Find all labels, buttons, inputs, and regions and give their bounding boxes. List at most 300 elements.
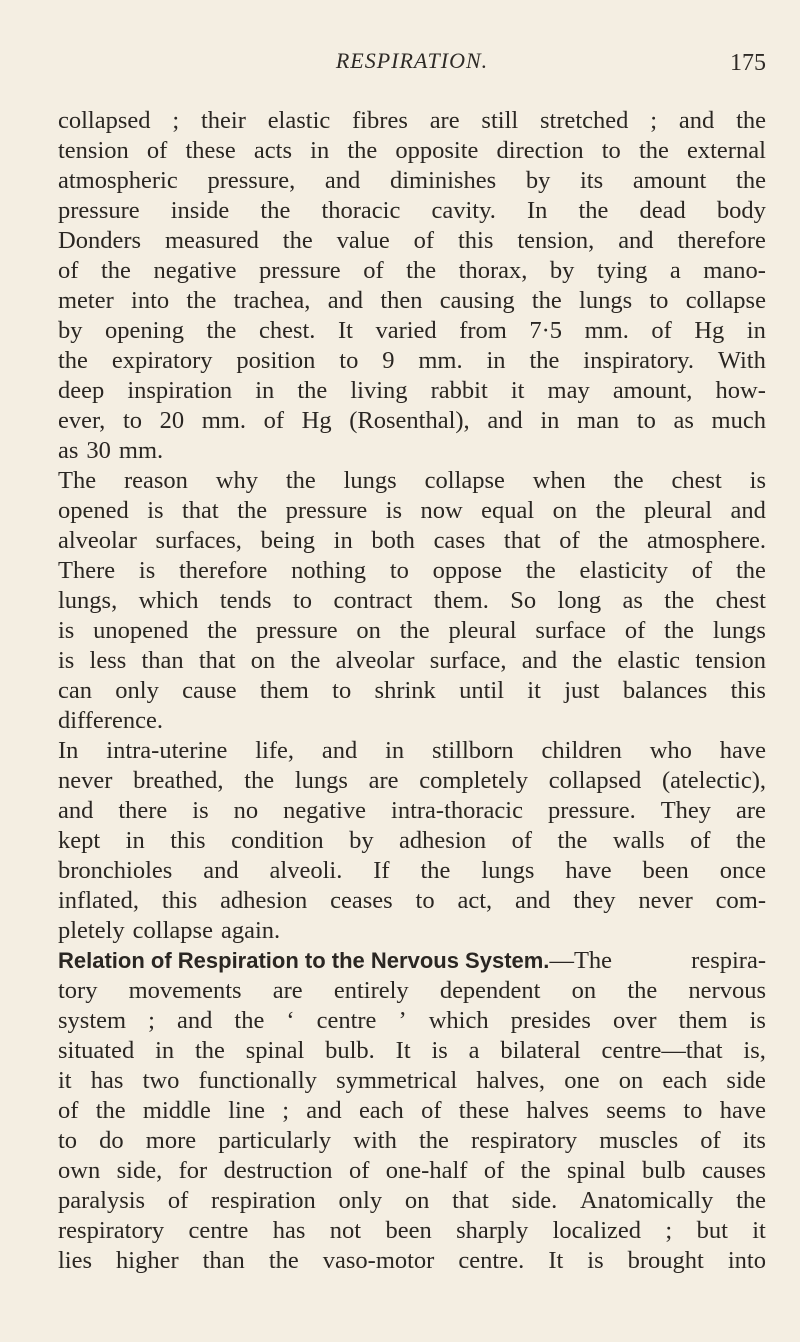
word: the bbox=[234, 1007, 265, 1034]
word: on bbox=[250, 647, 276, 674]
word: centre bbox=[188, 1217, 249, 1244]
word: lungs bbox=[294, 767, 348, 794]
word: ’ bbox=[398, 1007, 407, 1034]
word: pressure bbox=[58, 197, 140, 224]
word: stretched bbox=[540, 107, 629, 134]
word: ; bbox=[665, 1217, 673, 1244]
word: dependent bbox=[439, 977, 541, 1004]
running-head bbox=[58, 48, 766, 88]
word: in bbox=[540, 407, 560, 434]
word: which bbox=[428, 1007, 489, 1034]
word: the bbox=[578, 197, 609, 224]
word: In bbox=[58, 737, 79, 764]
word: breathed, bbox=[133, 767, 224, 794]
word: being bbox=[260, 527, 316, 554]
word: just bbox=[564, 677, 600, 704]
word: halves, bbox=[476, 1067, 546, 1094]
text-line bbox=[58, 796, 766, 826]
word: contract bbox=[333, 587, 413, 614]
word: the bbox=[557, 827, 588, 854]
word: and bbox=[487, 407, 523, 434]
text-line bbox=[58, 1036, 766, 1066]
word: centre. bbox=[458, 1247, 525, 1274]
text-line bbox=[58, 1186, 766, 1216]
word: cause bbox=[182, 677, 237, 704]
word: as bbox=[673, 407, 694, 434]
word: the bbox=[572, 647, 603, 674]
text-line bbox=[58, 826, 766, 856]
word: on bbox=[618, 1067, 644, 1094]
word: intra-uterine bbox=[106, 737, 228, 764]
word: only bbox=[338, 1187, 383, 1214]
word: as bbox=[58, 437, 79, 464]
word: act, bbox=[457, 887, 493, 914]
word: bulb bbox=[641, 1157, 686, 1184]
word: it bbox=[527, 677, 541, 704]
word: ceases bbox=[330, 887, 393, 914]
word: in bbox=[125, 827, 145, 854]
word: to bbox=[122, 407, 142, 434]
page-number: 175 bbox=[730, 50, 766, 76]
word: and bbox=[321, 737, 358, 764]
word: this bbox=[730, 677, 766, 704]
word: inspiration bbox=[127, 377, 233, 404]
word: pleural bbox=[448, 617, 517, 644]
word: The bbox=[58, 467, 97, 494]
word: the bbox=[194, 1037, 225, 1064]
word: the bbox=[406, 257, 437, 284]
word: intra-thoracic bbox=[391, 797, 523, 824]
word: tory bbox=[58, 977, 98, 1004]
word: the bbox=[297, 377, 328, 404]
word: is bbox=[58, 617, 75, 644]
word: side bbox=[726, 1067, 766, 1094]
word: of bbox=[413, 227, 435, 254]
text-line bbox=[58, 646, 766, 676]
word: atmosphere. bbox=[646, 527, 766, 554]
word: on bbox=[356, 617, 381, 644]
text-line bbox=[58, 166, 766, 196]
word: the bbox=[627, 977, 658, 1004]
word: can bbox=[58, 677, 92, 704]
text-line bbox=[58, 1156, 766, 1186]
word: than bbox=[141, 647, 184, 674]
word: Anatomically bbox=[579, 1187, 714, 1214]
word: symmetrical bbox=[336, 1067, 458, 1094]
word: stillborn bbox=[432, 737, 514, 764]
word: of bbox=[651, 317, 672, 344]
word: It bbox=[548, 1247, 564, 1274]
word: the bbox=[260, 197, 291, 224]
word: the bbox=[399, 617, 430, 644]
word: the bbox=[735, 827, 766, 854]
word: the bbox=[735, 557, 766, 584]
word: on bbox=[552, 497, 578, 524]
word: negative bbox=[153, 257, 237, 284]
word: of bbox=[511, 827, 533, 854]
word: So bbox=[510, 587, 537, 614]
word: Hg bbox=[694, 317, 725, 344]
word: but bbox=[696, 1217, 728, 1244]
word: with bbox=[353, 1127, 397, 1154]
word: have bbox=[719, 1097, 766, 1124]
word: the bbox=[736, 107, 766, 134]
word: the bbox=[638, 137, 669, 164]
word: lungs, bbox=[58, 587, 118, 614]
word: are bbox=[368, 767, 399, 794]
word: external bbox=[687, 137, 766, 164]
word: never bbox=[58, 767, 113, 794]
word: long bbox=[557, 587, 602, 614]
word: the bbox=[595, 497, 626, 524]
word: atmospheric bbox=[58, 167, 178, 194]
word: when bbox=[532, 467, 586, 494]
word: tying bbox=[596, 257, 648, 284]
word: sharply bbox=[456, 1217, 529, 1244]
word: functionally bbox=[198, 1067, 317, 1094]
word: to bbox=[415, 887, 435, 914]
word: Relation of Respiration to the Nervous System.—The bbox=[58, 947, 613, 974]
word: adhesion bbox=[220, 887, 308, 914]
word: who bbox=[649, 737, 692, 764]
word: difference. bbox=[58, 707, 163, 734]
word: it bbox=[752, 1217, 766, 1244]
word: 20 bbox=[159, 407, 185, 434]
word: the bbox=[664, 587, 695, 614]
word: is bbox=[749, 467, 766, 494]
word: again. bbox=[220, 917, 281, 944]
word: tension bbox=[695, 647, 766, 674]
text-line bbox=[58, 556, 766, 586]
word: opened bbox=[58, 497, 129, 524]
text-line bbox=[58, 706, 766, 736]
word: alveolar bbox=[58, 527, 137, 554]
word: oppose bbox=[432, 557, 503, 584]
word: their bbox=[200, 107, 246, 134]
text-line bbox=[58, 496, 766, 526]
word: is bbox=[385, 497, 403, 524]
word: of bbox=[58, 1097, 79, 1124]
word: one bbox=[564, 1067, 600, 1094]
word: mm. bbox=[584, 317, 629, 344]
word: which bbox=[138, 587, 199, 614]
word: in bbox=[155, 1037, 175, 1064]
word: the bbox=[282, 227, 313, 254]
word: diminishes bbox=[389, 167, 497, 194]
word: alveolar bbox=[335, 647, 415, 674]
word: of bbox=[691, 557, 713, 584]
word: this bbox=[458, 227, 494, 254]
word: elasticity bbox=[579, 557, 668, 584]
text-line bbox=[58, 1096, 766, 1126]
word: shrink bbox=[374, 677, 436, 704]
word: system bbox=[58, 1007, 127, 1034]
word: and bbox=[306, 1097, 342, 1124]
word: more bbox=[145, 1127, 197, 1154]
word: completely bbox=[419, 767, 529, 794]
word: never bbox=[638, 887, 693, 914]
word: bilateral bbox=[500, 1037, 581, 1064]
text-line bbox=[58, 1066, 766, 1096]
word: the bbox=[525, 557, 556, 584]
word: collapsed bbox=[58, 107, 151, 134]
word: of bbox=[624, 617, 646, 644]
word: each bbox=[662, 1067, 708, 1094]
word: of bbox=[559, 527, 580, 554]
word: acts bbox=[253, 137, 293, 164]
word: and bbox=[515, 887, 551, 914]
text-line bbox=[58, 736, 766, 766]
word: mm. bbox=[118, 437, 164, 464]
word: the bbox=[290, 647, 321, 674]
text-line bbox=[58, 1216, 766, 1246]
word: do bbox=[99, 1127, 124, 1154]
word: the bbox=[268, 1247, 299, 1274]
word: spinal bbox=[245, 1037, 305, 1064]
word: and bbox=[324, 167, 361, 194]
word: on bbox=[571, 977, 597, 1004]
word: the bbox=[598, 527, 629, 554]
word: chest bbox=[671, 467, 722, 494]
word: still bbox=[481, 107, 519, 134]
word: negative bbox=[283, 797, 367, 824]
word: side. bbox=[511, 1187, 558, 1214]
word: to bbox=[601, 137, 621, 164]
word: both bbox=[371, 527, 415, 554]
word: has bbox=[272, 1217, 306, 1244]
word: pressure. bbox=[547, 797, 636, 824]
word: over bbox=[612, 1007, 657, 1034]
word: to bbox=[683, 1097, 703, 1124]
text-line bbox=[58, 376, 766, 406]
word: ; bbox=[650, 107, 658, 134]
word: therefore bbox=[677, 227, 766, 254]
word: nervous bbox=[688, 977, 766, 1004]
word: causes bbox=[701, 1157, 766, 1184]
word: these bbox=[458, 1097, 510, 1124]
word: is bbox=[192, 797, 209, 824]
word: are bbox=[429, 107, 460, 134]
word: condition bbox=[231, 827, 324, 854]
word: the bbox=[186, 287, 217, 314]
word: respiratory bbox=[58, 1217, 165, 1244]
section-heading: Relation of Respiration to the Nervous System. bbox=[58, 948, 550, 973]
word: nothing bbox=[291, 557, 367, 584]
word: that bbox=[452, 1187, 489, 1214]
text-line bbox=[58, 1126, 766, 1156]
word: collapse bbox=[685, 287, 766, 314]
text-line bbox=[58, 436, 766, 466]
word: that bbox=[503, 527, 541, 554]
word: unopened bbox=[93, 617, 189, 644]
word: and bbox=[176, 1007, 213, 1034]
word: and bbox=[203, 857, 239, 884]
word: much bbox=[711, 407, 766, 434]
word: them bbox=[678, 1007, 728, 1034]
word: There bbox=[58, 557, 116, 584]
word: thoracic bbox=[321, 197, 401, 224]
word: lungs bbox=[579, 287, 633, 314]
text-line bbox=[58, 1006, 766, 1036]
word: balances bbox=[622, 677, 708, 704]
word: inspiratory. bbox=[583, 347, 694, 374]
word: tension, bbox=[517, 227, 595, 254]
word: opposite bbox=[395, 137, 479, 164]
text-line bbox=[58, 286, 766, 316]
word: reason bbox=[123, 467, 188, 494]
word: to bbox=[339, 347, 359, 374]
word: each bbox=[358, 1097, 404, 1124]
word: inside bbox=[170, 197, 230, 224]
word: in bbox=[310, 137, 330, 164]
word: by bbox=[349, 827, 374, 854]
word: middle bbox=[142, 1097, 211, 1124]
word: than bbox=[202, 1247, 245, 1274]
word: the bbox=[418, 1127, 449, 1154]
word: entirely bbox=[333, 977, 409, 1004]
word: muscles bbox=[599, 1127, 679, 1154]
word: (Rosenthal), bbox=[349, 407, 470, 434]
running-title: RESPIRATION. bbox=[335, 48, 489, 73]
word: measured bbox=[164, 227, 259, 254]
word: the bbox=[531, 287, 562, 314]
word: vaso-motor bbox=[322, 1247, 435, 1274]
word: by bbox=[58, 317, 83, 344]
word: living bbox=[350, 377, 408, 404]
word: of bbox=[263, 407, 285, 434]
word: tension bbox=[58, 137, 129, 164]
word: its bbox=[580, 167, 604, 194]
word: the bbox=[100, 257, 131, 284]
word: chest. bbox=[258, 317, 316, 344]
word: is bbox=[58, 647, 75, 674]
word: 7·5 bbox=[529, 317, 563, 344]
word: bronchioles bbox=[58, 857, 173, 884]
word: thorax, bbox=[458, 257, 528, 284]
word: to bbox=[636, 407, 656, 434]
word: is bbox=[749, 1007, 766, 1034]
word: of bbox=[483, 1157, 505, 1184]
word: is, bbox=[743, 1037, 766, 1064]
word: spinal bbox=[567, 1157, 626, 1184]
word: into bbox=[727, 1247, 766, 1274]
word: higher bbox=[116, 1247, 179, 1274]
word: trachea, bbox=[233, 287, 311, 314]
word: in bbox=[486, 347, 506, 374]
word: this bbox=[161, 887, 198, 914]
word: the bbox=[613, 467, 644, 494]
word: respiration bbox=[211, 1187, 316, 1214]
word: collapse bbox=[132, 917, 213, 944]
word: a bbox=[669, 257, 681, 284]
word: tends bbox=[219, 587, 272, 614]
word: as bbox=[622, 587, 643, 614]
word: are bbox=[272, 977, 303, 1004]
word: into bbox=[131, 287, 170, 314]
word: brought bbox=[627, 1247, 704, 1274]
word: life, bbox=[255, 737, 294, 764]
word: It bbox=[337, 317, 353, 344]
word: situated bbox=[58, 1037, 135, 1064]
word: of bbox=[363, 257, 384, 284]
word: bulb. bbox=[325, 1037, 375, 1064]
word: by bbox=[549, 257, 575, 284]
word: and bbox=[678, 107, 715, 134]
text-line bbox=[58, 226, 766, 256]
word: amount bbox=[632, 167, 707, 194]
word: in bbox=[385, 737, 405, 764]
word: lungs bbox=[481, 857, 535, 884]
word: Donders bbox=[58, 227, 142, 254]
word: walls bbox=[612, 827, 665, 854]
word: the bbox=[207, 617, 238, 644]
word: how- bbox=[715, 377, 766, 404]
word: the bbox=[237, 497, 268, 524]
word: the bbox=[736, 1187, 766, 1214]
text-line bbox=[58, 316, 766, 346]
word: the bbox=[347, 137, 378, 164]
word: pletely bbox=[58, 917, 125, 944]
word: not bbox=[329, 1217, 362, 1244]
word: been bbox=[385, 1217, 432, 1244]
word: localized bbox=[552, 1217, 641, 1244]
word: them. bbox=[433, 587, 489, 614]
word: rabbit bbox=[430, 377, 488, 404]
word: mm. bbox=[201, 407, 246, 434]
word: surface, bbox=[429, 647, 507, 674]
word: that bbox=[182, 497, 219, 524]
word: 30 bbox=[86, 437, 111, 464]
word: cases bbox=[433, 527, 486, 554]
word: and bbox=[618, 227, 654, 254]
word: for bbox=[178, 1157, 208, 1184]
word: its bbox=[742, 1127, 766, 1154]
word: two bbox=[142, 1067, 180, 1094]
word: movements bbox=[128, 977, 242, 1004]
word: ; bbox=[148, 1007, 155, 1034]
word: have bbox=[719, 737, 766, 764]
word: only bbox=[115, 677, 159, 704]
word: a bbox=[468, 1037, 480, 1064]
word: the bbox=[95, 1097, 126, 1124]
word: them bbox=[259, 677, 309, 704]
text-line bbox=[58, 676, 766, 706]
text-line bbox=[58, 946, 766, 976]
word: once bbox=[719, 857, 766, 884]
word: ; bbox=[282, 1097, 290, 1124]
word: adhesion bbox=[399, 827, 487, 854]
word: They bbox=[660, 797, 712, 824]
word: the bbox=[58, 347, 88, 374]
word: With bbox=[717, 347, 766, 374]
word: lungs bbox=[712, 617, 766, 644]
word: amount, bbox=[612, 377, 693, 404]
word: In bbox=[526, 197, 548, 224]
word: may bbox=[547, 377, 590, 404]
word: destruction bbox=[223, 1157, 333, 1184]
word: collapse bbox=[424, 467, 505, 494]
word: collapsed bbox=[548, 767, 642, 794]
word: therefore bbox=[179, 557, 268, 584]
word: until bbox=[459, 677, 504, 704]
text-line bbox=[58, 256, 766, 286]
word: to bbox=[292, 587, 313, 614]
word: of bbox=[167, 1187, 189, 1214]
word: pressure bbox=[259, 257, 341, 284]
word: direction bbox=[496, 137, 584, 164]
text-line bbox=[58, 856, 766, 886]
word: from bbox=[459, 317, 507, 344]
